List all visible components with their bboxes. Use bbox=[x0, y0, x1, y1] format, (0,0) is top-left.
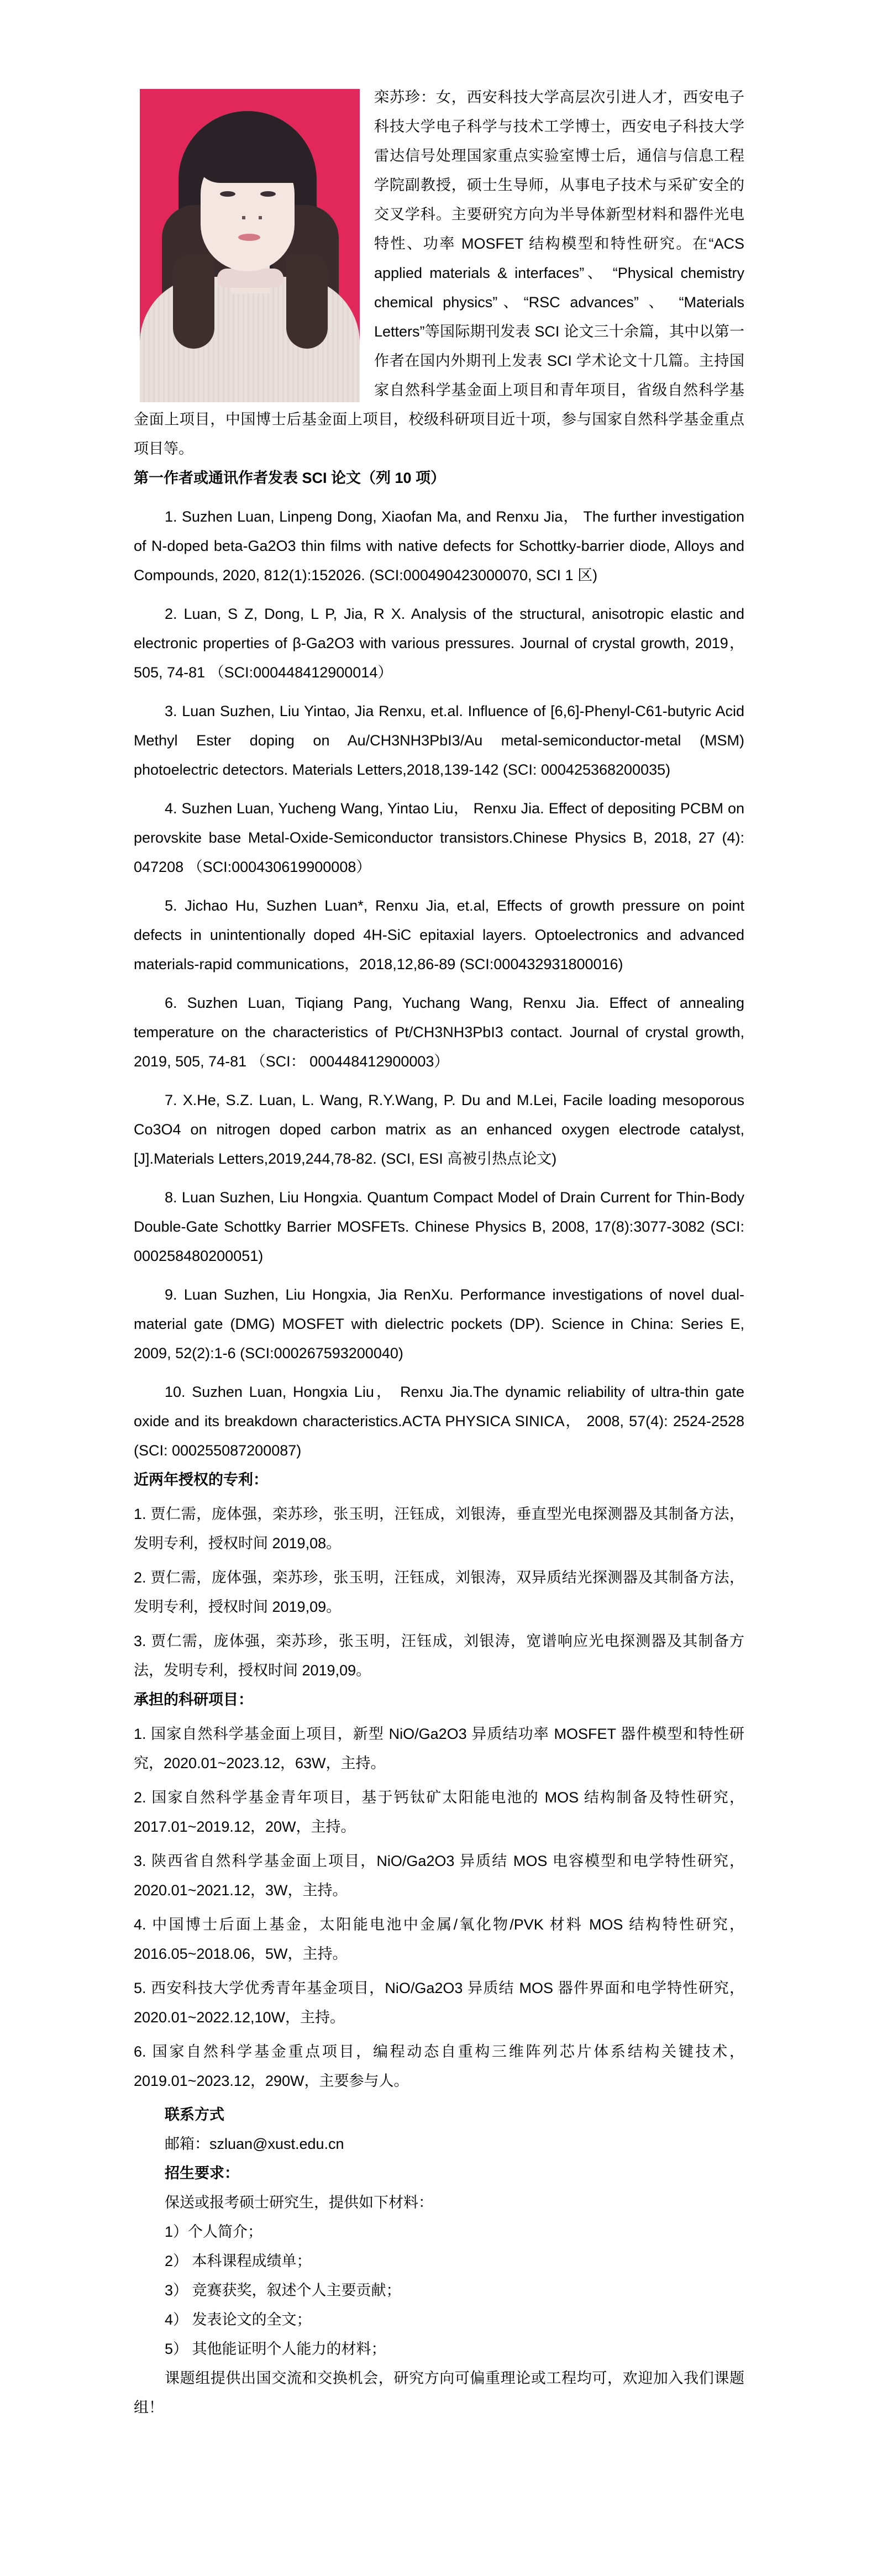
requirement-item bbox=[134, 2276, 744, 2305]
requirement-number: 5） bbox=[165, 2341, 188, 2357]
profile-photo bbox=[140, 89, 360, 402]
papers-list bbox=[134, 502, 744, 1465]
project-item: 2. 国家自然科学基金青年项目，基于钙钛矿太阳能电池的 MOS 结构制备及特性研究，2017.01~2019.12，20W，主持。 bbox=[134, 1789, 744, 1835]
photo-hair-front-left bbox=[173, 255, 214, 349]
requirement-item bbox=[134, 2335, 744, 2364]
email-line bbox=[165, 2130, 744, 2159]
project-item: 1. 国家自然科学基金面上项目，新型 NiO/Ga2O3 异质结功率 MOSFET 器件模型和特性研究，2020.01~2023.12，63W，主持。 bbox=[134, 1726, 744, 1771]
recruitment-heading: 招生要求： bbox=[165, 2165, 239, 2181]
paper-item: 7. X.He, S.Z. Luan, L. Wang, R.Y.Wang, P. Du and M.Lei, Facile loading mesoporous Co3O4 on nitrogen doped carbon matrix as an enhanced oxygen electrode catalyst, [J].Materials Letters,2019,244,78-82. (SCI, ESI 高被引热点论文) bbox=[134, 1092, 744, 1167]
requirement-text: 其他能证明个人能力的材料； bbox=[188, 2341, 386, 2357]
paper-item: 8. Luan Suzhen, Liu Hongxia. Quantum Compact Model of Drain Current for Thin-Body Double-Gate Schottky Barrier MOSFETs. Chinese Physics B, 2008, 17(8):3077-3082 (SCI: 000258480200051) bbox=[134, 1189, 744, 1264]
requirement-number: 2） bbox=[165, 2253, 188, 2269]
patent-item: 2. 贾仁需，庞体强，栾苏珍，张玉明，汪钰成，刘银涛，双异质结光探测器及其制备方法，发明专利，授权时间 2019,09。 bbox=[134, 1569, 744, 1615]
patents-heading: 近两年授权的专利： bbox=[134, 1471, 268, 1488]
projects-heading: 承担的科研项目： bbox=[134, 1691, 253, 1708]
contact-section bbox=[134, 2100, 744, 2217]
requirement-item bbox=[134, 2305, 744, 2335]
photo-bangs bbox=[195, 122, 306, 183]
requirement-text: 发表论文的全文； bbox=[188, 2311, 312, 2328]
photo-lips bbox=[238, 234, 260, 241]
requirement-item bbox=[134, 2217, 744, 2247]
paper-item: 1. Suzhen Luan, Linpeng Dong, Xiaofan Ma, and Renxu Jia， The further investigation of N-doped beta-Ga2O3 thin films with native defects for Schottky-barrier diode, Alloys and Compounds, 2020, 812(1):152026. (SCI:000490423000070, SCI 1 区) bbox=[134, 508, 744, 583]
photo-eye-right bbox=[260, 191, 276, 197]
paper-item: 9. Luan Suzhen, Liu Hongxia, Jia RenXu. Performance investigations of novel dual-material gate (DMG) MOSFET with dielectric pockets (DP). Science in China: Series E, 2009, 52(2):1-6 (SCI:000267593200040) bbox=[134, 1286, 744, 1361]
patent-item: 3. 贾仁需，庞体强，栾苏珍，张玉明，汪钰成，刘银涛，宽谱响应光电探测器及其制备方法，发明专利，授权时间 2019,09。 bbox=[134, 1633, 744, 1679]
photo-collar bbox=[217, 269, 283, 288]
patents-list bbox=[134, 1500, 744, 1685]
requirement-item bbox=[134, 2247, 744, 2276]
email-label: 邮箱： bbox=[165, 2136, 209, 2152]
email-link[interactable]: szluan@xust.edu.cn bbox=[209, 2136, 344, 2152]
paper-item: 10. Suzhen Luan, Hongxia Liu， Renxu Jia.The dynamic reliability of ultra-thin gate oxide and its breakdown characteristics.ACTA PHYSICA SINICA， 2008, 57(4): 2524-2528 (SCI: 000255087200087) bbox=[134, 1384, 744, 1459]
project-item: 6. 国家自然科学基金重点项目，编程动态自重构三维阵列芯片体系结构关键技术，2019.01~2023.12，290W，主要参与人。 bbox=[134, 2043, 744, 2089]
photo-eye-left bbox=[220, 191, 235, 197]
profile-intro: 栾苏珍：女，西安科技大学高层次引进人才，西安电子科技大学电子科学与技术工学博士，西安电子科技大学雷达信号处理国家重点实验室博士后，通信与信息工程学院副教授，硕士生导师，从事电子技术与采矿安全的交叉学科。主要研究方向为半导体新型材料和器件光电特性、功率 MOSFET 结构模型和特性研究。在“ACS applied materials & interfaces”、 “Physical chemistry chemical physics”、“RSC advances” 、 “Materials Letters”等国际期刊发表 SCI 论文三十余篇，其中以第一作者在国内外期刊上发表 SCI 学术论文十几篇。主持国家自然科学基金面上项目和青年项目，省级自然科学基金面上项目，中国博士后基金面上项目，校级科研项目近十项，参与国家自然科学基金重点项目等。 bbox=[134, 89, 744, 457]
projects-list bbox=[134, 1720, 744, 2096]
requirement-number: 4） bbox=[165, 2311, 188, 2328]
paper-item: 5. Jichao Hu, Suzhen Luan*, Renxu Jia, et.al, Effects of growth pressure on point defects in unintentionally doped 4H-SiC epitaxial layers. Optoelectronics and advanced materials-rapid communications，2018,12,86-89 (SCI:000432931800016) bbox=[134, 897, 744, 972]
requirements-list bbox=[134, 2217, 744, 2364]
paper-item: 3. Luan Suzhen, Liu Yintao, Jia Renxu, et.al. Influence of [6,6]-Phenyl-C61-butyric Acid Methyl Ester doping on Au/CH3NH3PbI3/Au metal-semiconductor-metal (MSM) photoelectric detectors. Materials Letters,2018,139-142 (SCI: 000425368200035) bbox=[134, 703, 744, 778]
paper-item: 2. Luan, S Z, Dong, L P, Jia, R X. Analysis of the structural, anisotropic elastic and electronic properties of β-Ga2O3 with various pressures. Journal of crystal growth, 2019， 505, 74-81 （SCI:000448412900014） bbox=[134, 606, 744, 681]
project-item: 4. 中国博士后面上基金，太阳能电池中金属/氧化物/PVK 材料 MOS 结构特性研究，2016.05~2018.06，5W，主持。 bbox=[134, 1916, 744, 1962]
patent-item: 1. 贾仁需，庞体强，栾苏珍，张玉明，汪钰成，刘银涛，垂直型光电探测器及其制备方法，发明专利，授权时间 2019,08。 bbox=[134, 1506, 744, 1552]
project-item: 5. 西安科技大学优秀青年基金项目，NiO/Ga2O3 异质结 MOS 器件界面和电学特性研究，2020.01~2022.12,10W，主持。 bbox=[134, 1980, 744, 2026]
requirement-number: 3） bbox=[165, 2282, 188, 2299]
faculty-profile-page bbox=[134, 0, 744, 2422]
requirement-number: 1） bbox=[165, 2223, 188, 2240]
contact-heading: 联系方式 bbox=[165, 2106, 224, 2123]
photo-hair-front-right bbox=[286, 255, 328, 349]
recruitment-intro: 保送或报考硕士研究生，提供如下材料： bbox=[165, 2194, 433, 2211]
requirement-text: 个人简介； bbox=[188, 2223, 263, 2240]
project-item: 3. 陕西省自然科学基金面上项目，NiO/Ga2O3 异质结 MOS 电容模型和电学特性研究，2020.01~2021.12，3W，主持。 bbox=[134, 1853, 744, 1899]
closing-note: 课题组提供出国交流和交换机会，研究方向可偏重理论或工程均可，欢迎加入我们课题组！ bbox=[134, 2370, 744, 2416]
paper-item: 4. Suzhen Luan, Yucheng Wang, Yintao Liu， Renxu Jia. Effect of depositing PCBM on perovskite base Metal-Oxide-Semiconductor transistors.Chinese Physics B, 2018, 27 (4): 047208 （SCI:000430619900008） bbox=[134, 800, 744, 875]
papers-heading: 第一作者或通讯作者发表 SCI 论文（列 10 项） bbox=[134, 470, 446, 486]
paper-item: 6. Suzhen Luan, Tiqiang Pang, Yuchang Wang, Renxu Jia. Effect of annealing temperature on the characteristics of Pt/CH3NH3PbI3 contact. Journal of crystal growth, 2019, 505, 74-81 （SCI： 000448412900003） bbox=[134, 995, 744, 1070]
requirement-text: 竞赛获奖，叙述个人主要贡献； bbox=[188, 2282, 401, 2299]
photo-nose bbox=[242, 216, 262, 219]
requirement-text: 本科课程成绩单； bbox=[188, 2253, 312, 2269]
